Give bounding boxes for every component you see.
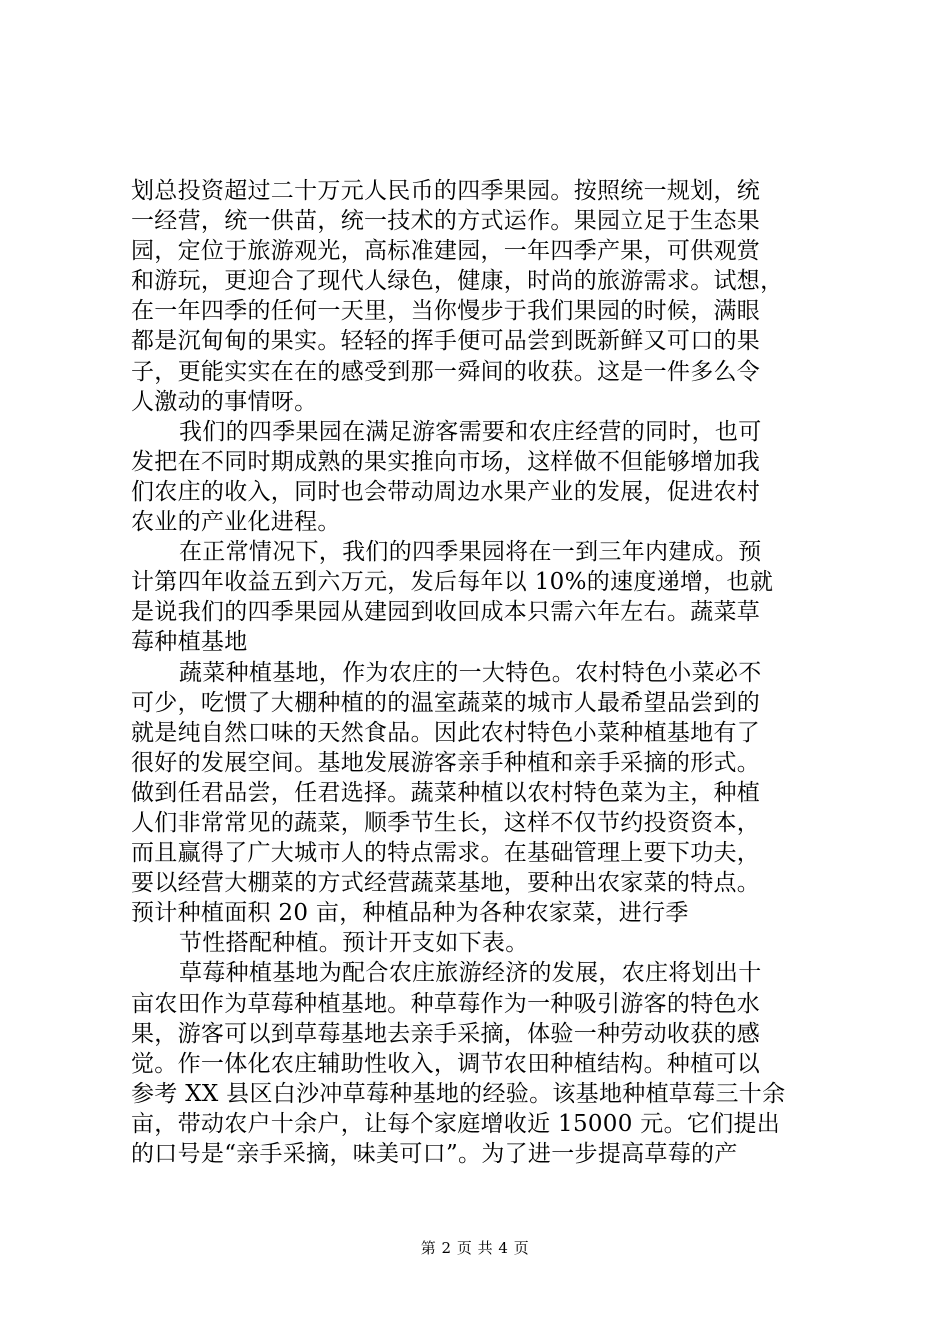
text-line: 节性搭配种植。预计开支如下表。: [179, 930, 529, 957]
text-line: 和游玩，更迎合了现代人绿色，健康，时尚的旅游需求。试想，: [131, 268, 784, 295]
text-line: 的口号是“亲手采摘，味美可口”。为了进一步提高草莓的产: [131, 1141, 738, 1167]
text-line: 莓种植基地: [131, 629, 248, 656]
text-line: 就是纯自然口味的天然食品。因此农村特色小菜种植基地有了: [131, 719, 761, 746]
text-line: 果，游客可以到草莓基地去亲手采摘，体验一种劳动收获的感: [131, 1020, 761, 1047]
text-line: 人激动的事情呀。: [131, 388, 318, 415]
text-line: 是说我们的四季果园从建园到收回成本只需六年左右。蔬菜草: [131, 599, 761, 626]
text-line: 农业的产业化进程。: [131, 509, 341, 536]
text-line: 觉。作一体化农庄辅助性收入，调节农田种植结构。种植可以: [131, 1050, 761, 1077]
text-line: 要以经营大棚菜的方式经营蔬菜基地，要种出农家菜的特点。: [131, 870, 761, 897]
text-line: 们农庄的收入，同时也会带动周边水果产业的发展，促进农村: [131, 478, 761, 505]
text-line: 我们的四季果园在满足游客需要和农庄经营的同时，也可: [179, 418, 762, 445]
text-line: 亩，带动农户十余户，让每个家庭增收近 15000 元。它们提出: [131, 1110, 781, 1137]
page-footer: 第 2 页 共 4 页: [420, 1239, 530, 1257]
document-body: [131, 176, 821, 1169]
text-line: 子，更能实实在在的感受到那一舜间的收获。这是一件多么令: [131, 358, 761, 385]
text-line: 而且赢得了广大城市人的特点需求。在基础管理上要下功夫，: [131, 840, 761, 867]
text-line: 计第四年收益五到六万元，发后每年以 10%的速度递增，也就: [131, 569, 774, 596]
text-line: 在正常情况下，我们的四季果园将在一到三年内建成。预: [179, 539, 762, 566]
text-line: 园，定位于旅游观光，高标准建园，一年四季产果，可供观赏: [131, 238, 761, 265]
text-line: 亩农田作为草莓种植基地。种草莓作为一种吸引游客的特色水: [131, 990, 761, 1017]
text-line: 可少，吃惯了大棚种植的的温室蔬菜的城市人最希望品尝到的: [131, 689, 761, 716]
text-line: 一经营，统一供苗，统一技术的方式运作。果园立足于生态果: [131, 208, 761, 235]
text-line: 发把在不同时期成熟的果实推向市场，这样做不但能够增加我: [131, 448, 761, 475]
text-line: 蔬菜种植基地，作为农庄的一大特色。农村特色小菜必不: [179, 659, 762, 686]
text-line: 划总投资超过二十万元人民币的四季果园。按照统一规划，统: [131, 178, 761, 204]
text-line: 很好的发展空间。基地发展游客亲手种植和亲手采摘的形式。: [131, 749, 761, 776]
text-line: 参考 XX 县区白沙冲草莓种基地的经验。该基地种植草莓三十余: [131, 1080, 786, 1107]
text-line: 在一年四季的任何一天里，当你慢步于我们果园的时候，满眼: [131, 298, 761, 325]
text-line: 人们非常常见的蔬菜，顺季节生长，这样不仅节约投资资本，: [131, 809, 761, 836]
text-line: 预计种植面积 20 亩，种植品种为各种农家菜，进行季: [131, 900, 689, 927]
text-line: 都是沉甸甸的果实。轻轻的挥手便可品尝到既新鲜又可口的果: [131, 328, 761, 355]
text-line: 草莓种植基地为配合农庄旅游经济的发展，农庄将划出十: [179, 960, 762, 987]
text-line: 做到任君品尝，任君选择。蔬菜种植以农村特色菜为主，种植: [131, 779, 761, 806]
